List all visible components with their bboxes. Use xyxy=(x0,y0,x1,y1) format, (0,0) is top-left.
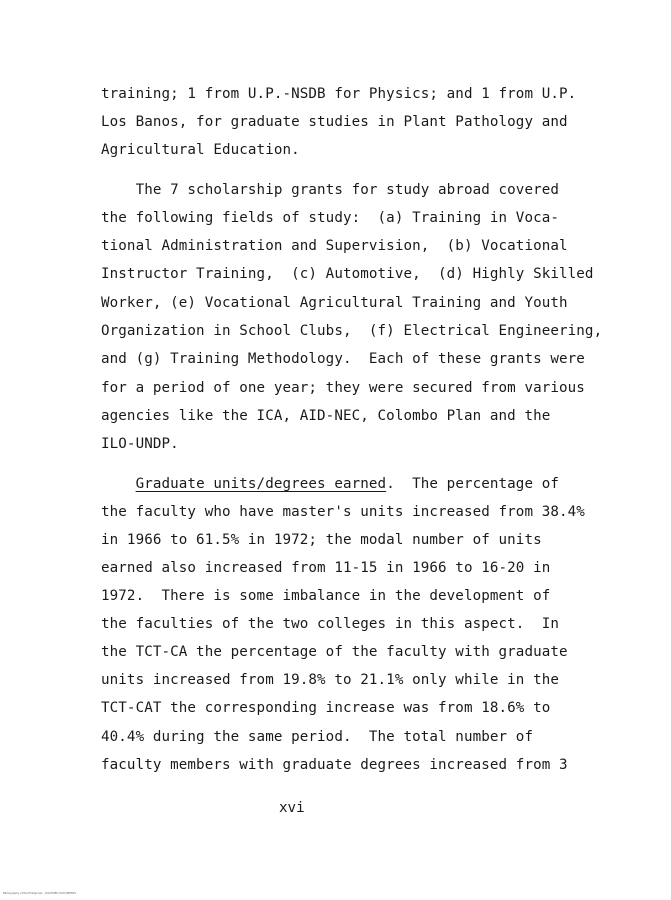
page-number: xvi xyxy=(279,800,305,816)
text-line: Organization in School Clubs, (f) Electrical Engineering, xyxy=(101,323,603,339)
footer-note: Bibliography of the Philippines - DIGITIZED DOCUMENTS xyxy=(3,892,77,895)
text-line: tional Administration and Supervision, (b) Vocational xyxy=(101,238,568,254)
text-line: and (g) Training Methodology. Each of these grants were xyxy=(101,351,585,367)
heading-rest: . The percentage of xyxy=(386,476,560,492)
text-line: agencies like the ICA, AID-NEC, Colombo Plan and the xyxy=(101,408,551,424)
text-line: training; 1 from U.P.-NSDB for Physics; and 1 from U.P. xyxy=(101,86,577,102)
heading-indent xyxy=(101,476,136,492)
text-line: Agricultural Education. xyxy=(101,142,300,158)
text-line: 1972. There is some imbalance in the development of xyxy=(101,588,551,604)
text-line: 40.4% during the same period. The total number of xyxy=(101,729,534,745)
text-line: Los Banos, for graduate studies in Plant Pathology and xyxy=(101,114,568,130)
text-line: faculty members with graduate degrees increased from 3 xyxy=(101,757,568,773)
text-line: The 7 scholarship grants for study abroad covered xyxy=(101,182,560,198)
text-line: earned also increased from 11-15 in 1966 to 16-20 in xyxy=(101,560,551,576)
text-line: the TCT-CA the percentage of the faculty with graduate xyxy=(101,644,568,660)
text-line: in 1966 to 61.5% in 1972; the modal number of units xyxy=(101,532,542,548)
text-line: the faculties of the two colleges in this aspect. In xyxy=(101,616,560,632)
text-line: for a period of one year; they were secured from various xyxy=(101,380,585,396)
text-line: units increased from 19.8% to 21.1% only while in the xyxy=(101,672,560,688)
text-line: the faculty who have master's units increased from 38.4% xyxy=(101,504,585,520)
text-line: Instructor Training, (c) Automotive, (d) Highly Skilled xyxy=(101,266,594,282)
text-line: the following fields of study: (a) Training in Voca- xyxy=(101,210,560,226)
text-line: ILO-UNDP. xyxy=(101,436,179,452)
text-line: TCT-CAT the corresponding increase was from 18.6% to xyxy=(101,700,551,716)
section-heading: Graduate units/degrees earned xyxy=(135,476,387,492)
text-line: Worker, (e) Vocational Agricultural Training and Youth xyxy=(101,295,568,311)
section-heading-line xyxy=(101,477,559,491)
